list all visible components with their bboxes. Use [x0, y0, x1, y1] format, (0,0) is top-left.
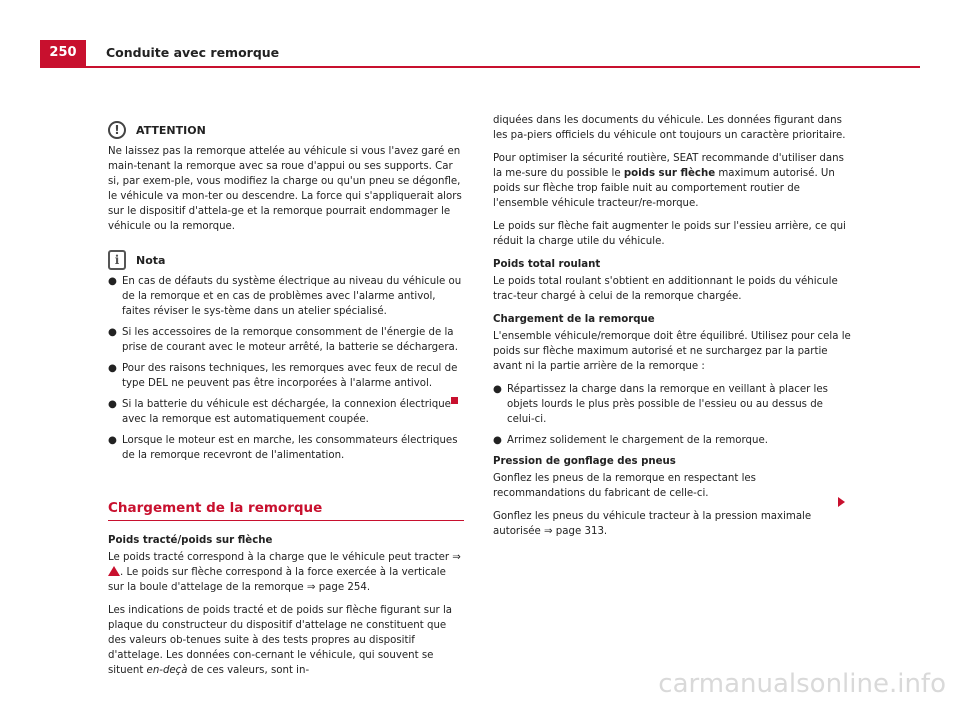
info-icon: i	[108, 250, 126, 270]
warning-triangle-icon[interactable]	[108, 566, 120, 576]
list-item: ● Répartissez la charge dans la remorque en veillant à placer les objets lourds le plus près possible de l'essieu ou au dessus de celui-ci.	[493, 384, 828, 425]
paragraph: Gonflez les pneus du véhicule tracteur à la pression maximale autorisée ⇒ page 313.	[493, 511, 812, 537]
paragraph: Gonflez les pneus de la remorque en respectant les recommandations du fabricant de celle-ci.	[493, 473, 756, 499]
list-item: ● En cas de défauts du système électrique au niveau du véhicule ou de la remorque et en cas de problèmes avec l'alarme antivol, faites réviser le sys-tème dans un atelier spécialisé.	[108, 276, 462, 317]
attention-text: Ne laissez pas la remorque attelée au véhicule si vous l'avez garé en main-tenant la remorque avec sa roue d'appui ou ses supports. Car si, par exem-ple, vous modifiez la charge ou qu'un pneu se dégonfle, le véhicule va mon-ter ou descendre. La force qui s'appliquerait alors sur le dispositif d'attela-ge et la remorque pourrait endommager le véhicule ou la remorque.	[108, 146, 462, 232]
paragraph: Pour optimiser la sécurité routière, SEAT recommande d'utiliser dans la me-sure du possible le poids sur flèche maximum autorisé. Un poids sur flèche trop faible nuit au comportement routier de l'ensemble véhicule tracteur/re-morque.	[493, 153, 844, 209]
list-item: ● Arrimez solidement le chargement de la remorque.	[493, 435, 768, 446]
paragraph: diquées dans les documents du véhicule. Les données figurant dans les pa-piers officiels du véhicule ont toujours un caractère prioritaire.	[493, 115, 846, 141]
subheading: Pression de gonflage des pneus	[493, 456, 676, 467]
list-item: ● Pour des raisons techniques, les remorques avec feux de recul de type DEL ne peuvent pas être incorporées à l'alarme antivol.	[108, 363, 458, 389]
list-item: ● Si la batterie du véhicule est déchargée, la connexion électrique avec la remorque est automatiquement coupée.	[108, 399, 451, 425]
list-item: ● Lorsque le moteur est en marche, les consommateurs électriques de la remorque recevront de l'alimentation.	[108, 435, 458, 461]
paragraph: Le poids total roulant s'obtient en additionnant le poids du véhicule trac-teur chargé à celui de la remorque chargée.	[493, 276, 838, 302]
chapter-title: Conduite avec remorque	[106, 45, 280, 60]
nota-title: Nota	[136, 253, 166, 267]
left-column	[108, 118, 464, 686]
page-number: 250	[40, 40, 86, 66]
section-title: Chargement de la remorque	[108, 501, 464, 521]
subheading: Chargement de la remorque	[493, 314, 655, 325]
subheading: Poids total roulant	[493, 259, 601, 270]
paragraph: Le poids sur flèche fait augmenter le poids sur l'essieu arrière, ce qui réduit la charge utile du véhicule.	[493, 221, 846, 247]
paragraph: Le poids tracté correspond à la charge que le véhicule peut tracter ⇒ . Le poids sur flèche correspond à la force exercée à la verticale sur la boule d'attelage de la remorque ⇒ page 254.	[108, 552, 461, 593]
attention-box	[108, 118, 464, 234]
paragraph: L'ensemble véhicule/remorque doit être équilibré. Utilisez pour cela le poids sur flèche maximum autorisé et ne surchargez par la partie avant ni la partie arrière de la remorque :	[493, 331, 851, 372]
right-column	[493, 113, 851, 547]
continue-arrow-icon	[838, 497, 845, 507]
attention-title: ATTENTION	[136, 123, 206, 137]
nota-box	[108, 248, 464, 463]
watermark: carmanualsonline.info	[658, 669, 946, 699]
subheading: Poids tracté/poids sur flèche	[108, 535, 273, 546]
list-item: ● Si les accessoires de la remorque consomment de l'énergie de la prise de courant avec le moteur arrêté, la batterie se déchargera.	[108, 327, 458, 353]
paragraph: Les indications de poids tracté et de poids sur flèche figurant sur la plaque du constructeur du dispositif d'attelage ne constituent que des valeurs ob-tenues suite à des tests propres au dispositif d'attelage. Les données con-cernant le véhicule, qui souvent se situent en-deçà de ces valeurs, sont in-	[108, 605, 453, 676]
page-header	[40, 40, 920, 68]
warning-icon: !	[108, 121, 126, 139]
end-marker-icon	[451, 397, 458, 404]
